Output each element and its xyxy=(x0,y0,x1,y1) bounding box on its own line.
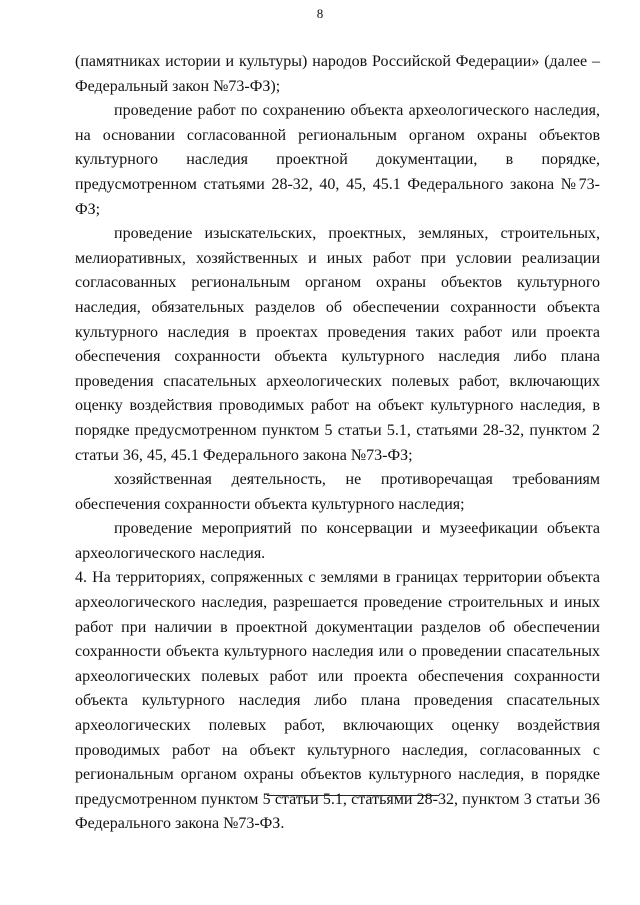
end-of-text-rule xyxy=(267,795,439,796)
paragraph-conservation-and-museumification: проведение мероприятий по консервации и музеефикации объекта археологического наследия. xyxy=(75,520,600,562)
paragraph-adjacent-territories-item-4: 4. На территориях, сопряженных с землями в границах территории объекта археологического наследия, разрешается проведение строительных и иных работ при наличии в проектной документации разделов об обеспечении сохранности объекта культурного наследия или о проведении спасательных археологических полевых работ или проекта обеспечения сохранности объекта культурного наследия либо плана проведения спасательных археологических полевых работ, включающих оценку воздействия проводимых работ на объект культурного наследия, согласованных с региональным органом охраны объектов культурного наследия, в порядке предусмотренном пунктом 5 статьи 5.1, статьями 28-32, пунктом 3 статьи 36 Федерального закона №73-ФЗ. xyxy=(75,569,600,833)
document-body xyxy=(75,50,600,837)
paragraph-survey-and-construction-works: проведение изыскательских, проектных, земляных, строительных, мелиоративных, хозяйственных и иных работ при условии реализации согласованных региональным органом охраны объектов культурного наследия, обязательных разделов об обеспечении сохранности объекта культурного наследия в проектах проведения таких работ или проекта обеспечения сохранности объекта культурного наследия либо плана проведения спасательных археологических полевых работ, включающих оценку воздействия проводимых работ на объект культурного наследия, в порядке предусмотренном пунктом 5 статьи 5.1, статьями 28-32, пунктом 2 статьи 36, 45, 45.1 Федерального закона №73-ФЗ; xyxy=(75,225,600,464)
page-number: 8 xyxy=(316,6,324,21)
paragraph-law-reference-continuation: (памятниках истории и культуры) народов Российской Федерации» (далее – Федеральный закон №73-ФЗ); xyxy=(75,53,600,95)
paragraph-preservation-works: проведение работ по сохранению объекта археологического наследия, на основании согласованной региональным органом охраны объектов культурного наследия проектной документации, в порядке, предусмотренном статьями 28-32, 40, 45, 45.1 Федерального закона №73-ФЗ; xyxy=(75,102,600,218)
paragraph-economic-activity: хозяйственная деятельность, не противоречащая требованиям обеспечения сохранности объекта культурного наследия; xyxy=(75,471,600,513)
